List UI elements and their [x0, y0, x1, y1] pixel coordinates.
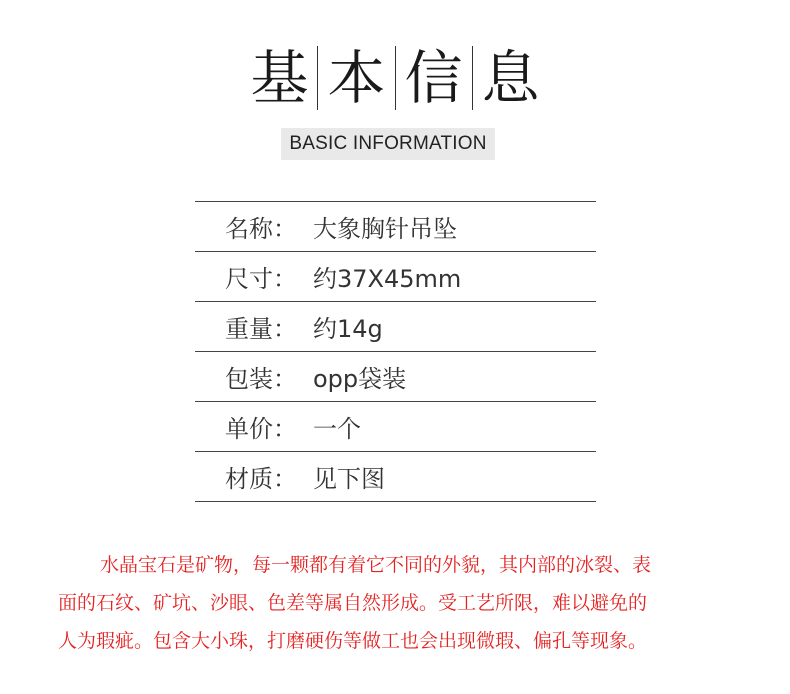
title-char: 信 — [404, 44, 463, 112]
info-value: 大象胸针吊坠 — [313, 215, 457, 243]
title-char: 息 — [481, 44, 540, 112]
info-label: 重量： — [225, 315, 297, 343]
info-row-weight — [195, 302, 596, 352]
info-row-unit-price — [195, 402, 596, 452]
info-table — [195, 201, 596, 502]
info-label: 单价： — [225, 415, 297, 443]
info-row-size — [195, 252, 596, 302]
info-label: 材质： — [225, 465, 297, 493]
info-label: 包装： — [225, 365, 297, 393]
note-line: 面的石纹、矿坑、沙眼、色差等属自然形成。受工艺所限，难以避免的 — [58, 592, 648, 614]
info-row-packaging — [195, 352, 596, 402]
note-line: 人为瑕疵。包含大小珠，打磨硬伤等做工也会出现微瑕、偏孔等现象。 — [58, 630, 648, 652]
info-value: 约14g — [313, 315, 383, 343]
title-char: 基 — [250, 44, 309, 112]
info-row-name — [195, 202, 596, 252]
info-value: opp袋装 — [313, 365, 407, 393]
info-value: 见下图 — [313, 465, 385, 493]
info-label: 尺寸： — [225, 265, 297, 293]
info-value: 一个 — [313, 415, 361, 443]
page-subtitle: BASIC INFORMATION — [281, 128, 495, 160]
info-row-material — [195, 452, 596, 502]
info-label: 名称： — [225, 215, 297, 243]
note-line: 水晶宝石是矿物，每一颗都有着它不同的外貌，其内部的冰裂、表 — [100, 554, 652, 576]
info-value: 约37X45mm — [313, 265, 462, 293]
disclaimer-note — [58, 546, 738, 660]
page-title — [0, 40, 790, 116]
title-char: 本 — [327, 44, 386, 112]
